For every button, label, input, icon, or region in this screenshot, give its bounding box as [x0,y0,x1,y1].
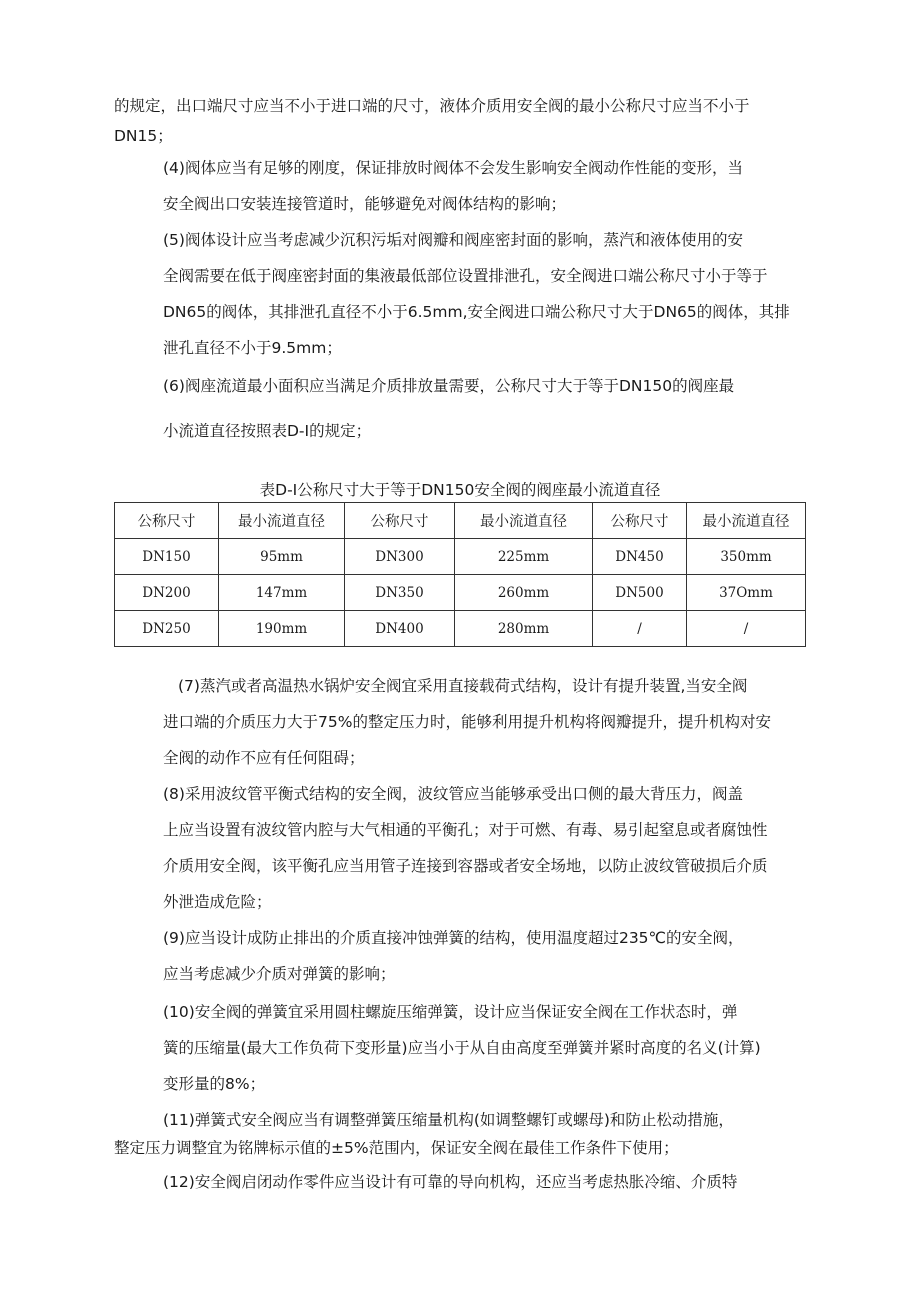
paragraph-line: 上应当设置有波纹管内腔与大气相通的平衡孔；对于可燃、有毒、易引起窒息或者腐蚀性 [163,821,768,839]
table-header-cell: 公称尺寸 [593,503,687,539]
paragraph-line: (7)蒸汽或者高温热水锅炉安全阀宜采用直接载荷式结构，设计有提升装置,当安全阀 [178,677,748,695]
paragraph-line: (4)阀体应当有足够的刚度，保证排放时阀体不会发生影响安全阀动作性能的变形，当 [163,159,743,177]
table-cell: / [687,611,806,647]
paragraph-line: 的规定，出口端尺寸应当不小于进口端的尺寸，液体介质用安全阀的最小公称尺寸应当不小于 [114,97,750,115]
paragraph-line: 簧的压缩量(最大工作负荷下变形量)应当小于从自由高度至弹簧并紧时高度的名义(计算) [163,1039,761,1057]
paragraph-line: 全阀的动作不应有任何阻碍； [163,749,365,767]
paragraph-line: 进口端的介质压力大于75%的整定压力时，能够利用提升机构将阀瓣提升，提升机构对安 [163,713,771,731]
table-cell: 225mm [455,539,593,575]
spec-table [114,502,806,647]
paragraph-line: (6)阀座流道最小面积应当满足介质排放量需要，公称尺寸大于等于DN150的阀座最 [163,377,735,395]
paragraph-line: 小流道直径按照表D-I的规定； [163,422,372,440]
paragraph-line: 应当考虑减少介质对弹簧的影响； [163,965,396,983]
table-cell: DN350 [345,575,455,611]
table-cell: 95mm [219,539,345,575]
paragraph-line: (8)采用波纹管平衡式结构的安全阀，波纹管应当能够承受出口侧的最大背压力，阀盖 [163,785,743,803]
table-row [115,611,806,647]
table-row [115,575,806,611]
table-cell: DN450 [593,539,687,575]
table-caption: 表D-I公称尺寸大于等于DN150安全阀的阀座最小流道直径 [259,481,661,499]
paragraph-line: (9)应当设计成防止排出的介质直接冲蚀弹簧的结构，使用温度超过235℃的安全阀， [163,929,744,947]
table-cell: 350mm [687,539,806,575]
table-cell: 147mm [219,575,345,611]
paragraph-line: (12)安全阀启闭动作零件应当设计有可靠的导向机构，还应当考虑热胀冷缩、介质特 [163,1173,738,1191]
paragraph-line: DN65的阀体，其排泄孔直径不小于6.5mm,安全阀进口端公称尺寸大于DN65的阀体，其排 [163,303,790,321]
table-header-cell: 最小流道直径 [455,503,593,539]
table-cell: DN300 [345,539,455,575]
table-cell: DN250 [115,611,219,647]
paragraph-line: (10)安全阀的弹簧宜采用圆柱螺旋压缩弹簧，设计应当保证安全阀在工作状态时，弹 [163,1003,738,1021]
paragraph-line: (5)阀体设计应当考虑减少沉积污垢对阀瓣和阀座密封面的影响，蒸汽和液体使用的安 [163,231,743,249]
table-cell: 260mm [455,575,593,611]
table-header-cell: 公称尺寸 [115,503,219,539]
table-header-row [115,503,806,539]
table-cell: / [593,611,687,647]
paragraph-line: 整定压力调整宜为铭牌标示值的±5%范围内，保证安全阀在最佳工作条件下使用； [114,1139,679,1157]
table-cell: 37Omm [687,575,806,611]
paragraph-line: (11)弹簧式安全阀应当有调整弹簧压缩量机构(如调整螺钉或螺母)和防止松动措施， [163,1111,734,1129]
paragraph-line: DN15； [114,127,173,145]
paragraph-line: 变形量的8%； [163,1075,266,1093]
table-cell: DN400 [345,611,455,647]
table-cell: DN150 [115,539,219,575]
paragraph-line: 介质用安全阀，该平衡孔应当用管子连接到容器或者安全场地，以防止波纹管破损后介质 [163,857,768,875]
table-cell: DN500 [593,575,687,611]
paragraph-line: 全阀需要在低于阀座密封面的集液最低部位设置排泄孔，安全阀进口端公称尺寸小于等于 [163,267,768,285]
table-cell: 280mm [455,611,593,647]
table-header-cell: 最小流道直径 [219,503,345,539]
table-header-cell: 公称尺寸 [345,503,455,539]
table-cell: 190mm [219,611,345,647]
table-header-cell: 最小流道直径 [687,503,806,539]
paragraph-line: 外泄造成危险； [163,893,272,911]
table-cell: DN200 [115,575,219,611]
table-row [115,539,806,575]
paragraph-line: 安全阀出口安装连接管道时，能够避免对阀体结构的影响； [163,195,567,213]
paragraph-line: 泄孔直径不小于9.5mm； [163,339,342,357]
